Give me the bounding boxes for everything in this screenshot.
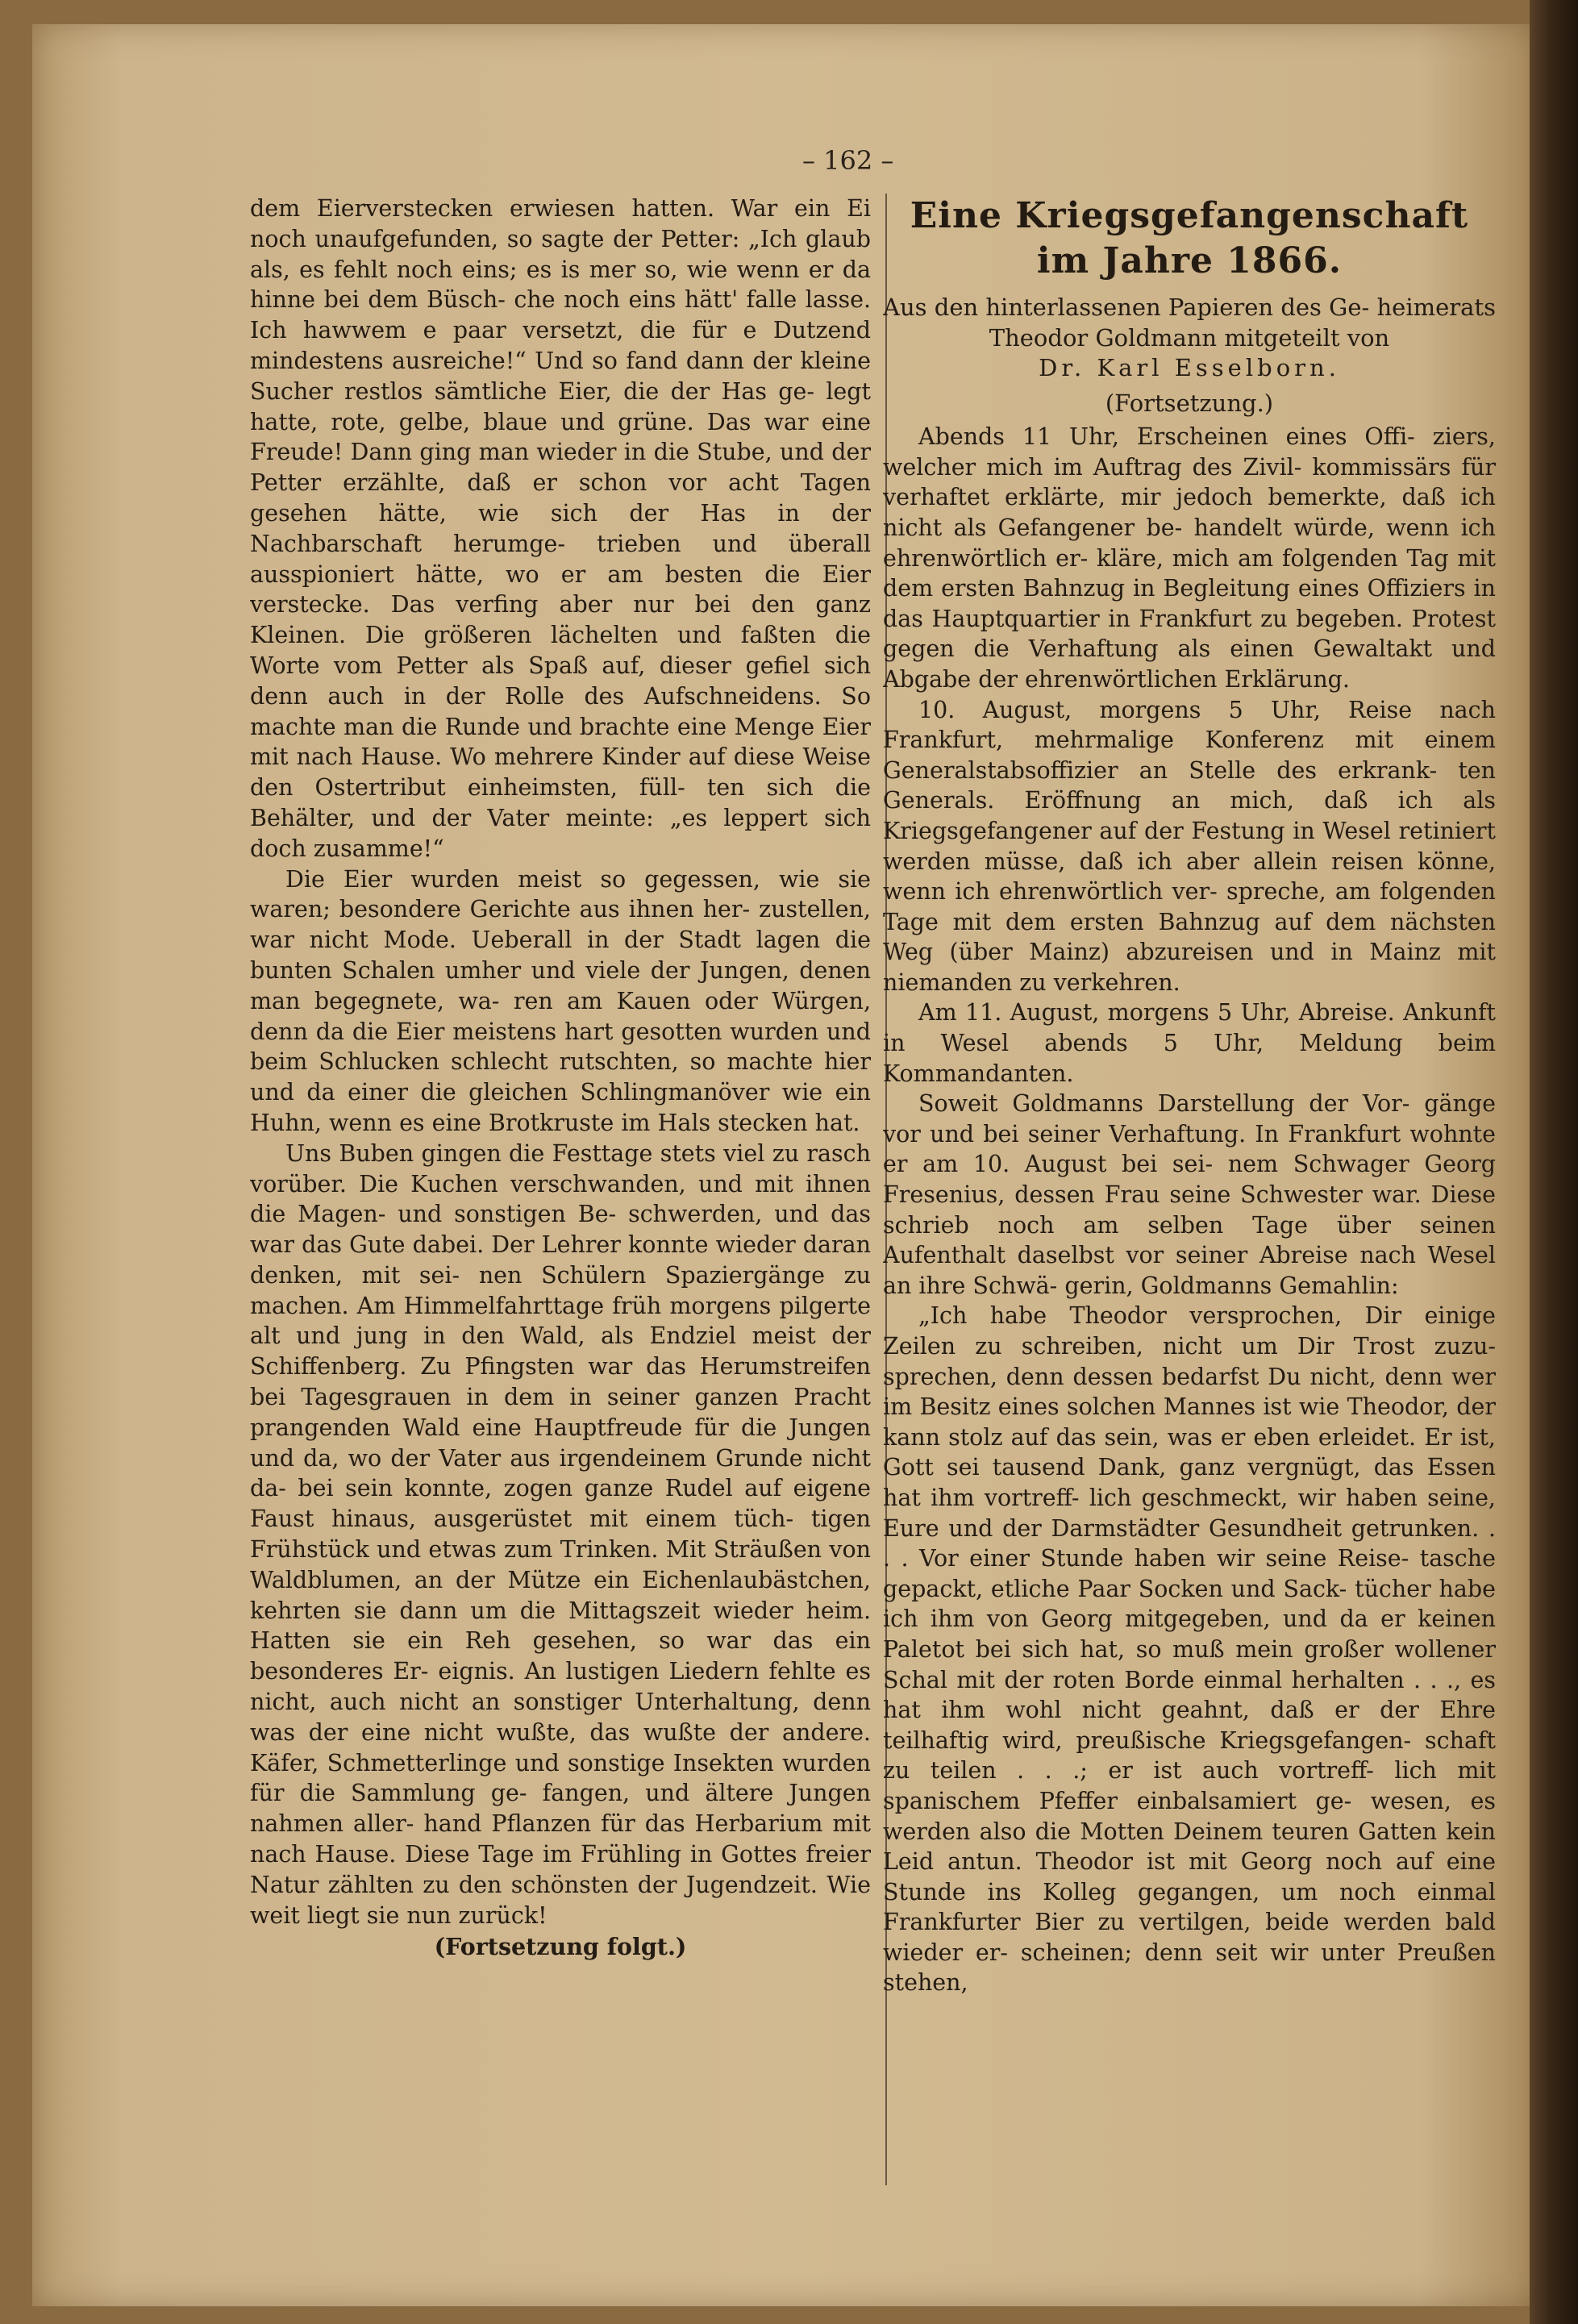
book-spine [1530, 0, 1578, 2324]
left-column [250, 194, 871, 2185]
left-paragraph-1: dem Eierverstecken erwiesen hatten. War ein Ei noch unaufgefunden, so sagte der Petter: „Ich glaub als, es fehlt noch eins; es is mer so, wie wenn er da hinne bei dem Büsch- che noch eins hätt' falle lasse. Ich hawwem e paar versetzt, die für e Dutzend mindestens ausreiche!“ Und so fand dann der kleine Sucher restlos sämtliche Eier, die der Has ge- legt hatte, rote, gelbe, blaue und grüne. Das war eine Freude! Dann ging man wieder in die Stube, und der Petter erzählte, daß er schon vor acht Tagen gesehen hätte, wie sich der Has in der Nachbarschaft herumge- trieben und überall ausspioniert hätte, wo er am besten die Eier verstecke. Das verfing aber nur bei den ganz Kleinen. Die größeren lächelten und faßten die Worte vom Petter als Spaß auf, dieser gefiel sich denn auch in der Rolle des Aufschneidens. So machte man die Runde und brachte eine Menge Eier mit nach Hause. Wo mehrere Kinder auf diese Weise den Ostertribut einheimsten, füll- ten sich die Behälter, und der Vater meinte: „es leppert sich doch zusamme!“ [250, 195, 871, 862]
right-paragraph-4: Soweit Goldmanns Darstellung der Vor- gänge vor und bei seiner Verhaftung. In Frankfurt wohnte er am 10. August bei sei- nem Schwager Georg Fresenius, dessen Frau seine Schwester war. Diese schrieb noch am selben Tage über seinen Aufenthalt daselbst vor seiner Abreise nach Wesel an ihre Schwä- gerin, Goldmanns Gemahlin: [883, 1090, 1496, 1299]
right-column [883, 194, 1496, 2185]
continued-label: (Fortsetzung.) [1105, 389, 1274, 417]
right-paragraph-1: Abends 11 Uhr, Erscheinen eines Offi- ziers, welcher mich im Auftrag des Zivil- kommissärs für verhaftet erklärte, mir jedoch bemerkte, daß ich nicht als Gefangener be- handelt würde, wenn ich ehrenwörtlich er- kläre, mich am folgenden Tag mit dem ersten Bahnzug in Begleitung eines Offiziers in das Hauptquartier in Frankfurt zu begeben. Protest gegen die Verhaftung als einen Gewaltakt und Abgabe der ehrenwörtlichen Erklärung. [883, 423, 1496, 693]
left-paragraph-2: Die Eier wurden meist so gegessen, wie sie waren; besondere Gerichte aus ihnen her- zustellen, war nicht Mode. Ueberall in der Stadt lagen die bunten Schalen umher und viele der Jungen, denen man begegnete, wa- ren am Kauen oder Würgen, denn da die Eier meistens hart gesotten wurden und beim Schlucken schlecht rutschten, so machte hier und da einer die gleichen Schlingmanöver wie ein Huhn, wenn es eine Brotkruste im Hals stecken hat. [250, 865, 871, 1136]
article-author: Dr. Karl Esselborn. [1039, 354, 1340, 381]
right-paragraph-2: 10. August, morgens 5 Uhr, Reise nach Frankfurt, mehrmalige Konferenz mit einem Generalstabsoffizier an Stelle des erkrank- ten Generals. Eröffnung an mich, daß ich als Kriegsgefangener auf der Festung in Wesel retiniert werden müsse, daß ich aber allein reisen könne, wenn ich ehrenwörtlich ver- spreche, am folgenden Tage mit dem ersten Bahnzug auf dem nächsten Weg (über Mainz) abzureisen und in Mainz mit niemanden zu verkehren. [883, 696, 1496, 996]
left-paragraph-3: Uns Buben gingen die Festtage stets viel zu rasch vorüber. Die Kuchen verschwanden, und mit ihnen die Magen- und sonstigen Be- schwerden, und das war das Gute dabei. Der Lehrer konnte wieder daran denken, mit sei- nen Schülern Spaziergänge zu machen. Am Himmelfahrttage früh morgens pilgerte alt und jung in den Wald, als Endziel meist der Schiffenberg. Zu Pfingsten war das Herumstreifen bei Tagesgrauen in dem in seiner ganzen Pracht prangenden Wald eine Hauptfreude für die Jungen und da, wo der Vater aus irgendeinem Grunde nicht da- bei sein konnte, zogen ganze Rudel auf eigene Faust hinaus, ausgerüstet mit einem tüch- tigen Frühstück und etwas zum Trinken. Mit Sträußen von Waldblumen, an der Mütze ein Eichenlaubästchen, kehrten sie dann um die Mittagszeit wieder heim. Hatten sie ein Reh gesehen, so war das ein besonderes Er- eignis. An lustigen Liedern fehlte es nicht, auch nicht an sonstiger Unterhaltung, denn was der eine nicht wußte, das wußte der andere. Käfer, Schmetterlinge und sonstige Insekten wurden für die Sammlung ge- fangen, und ältere Jungen nahmen aller- hand Pflanzen für das Herbarium mit nach Hause. Diese Tage im Frühling in Gottes freier Natur zählten zu den schönsten der Jugendzeit. Wie weit liegt sie nun zurück! [250, 1139, 871, 1929]
article-subtitle: Aus den hinterlassenen Papieren des Ge- heimerats Theodor Goldmann mitgeteilt von [883, 294, 1496, 352]
article-title-line-1: Eine Kriegsgefangenschaft [910, 195, 1469, 236]
right-paragraph-5: „Ich habe Theodor versprochen, Dir einige Zeilen zu schreiben, nicht um Dir Trost zuzu- sprechen, denn dessen bedarfst Du nicht, denn wer im Besitz eines solchen Mannes ist wie Theodor, der kann stolz auf das sein, was er eben erleidet. Er ist, Gott sei tausend Dank, ganz vergnügt, das Essen hat ihm vortreff- lich geschmeckt, wir haben seine, Eure und der Darmstädter Gesundheit getrunken. . . . Vor einer Stunde haben wir seine Reise- tasche gepackt, etliche Paar Socken und Sack- tücher habe ich ihm von Georg mitgegeben, und da er keinen Paletot bei sich hat, so muß mein großer wollener Schal mit der roten Borde einmal herhalten . . ., es hat ihm wohl nicht geahnt, daß er der Ehre teilhaftig wird, preußische Kriegsgefangen- schaft zu teilen . . .; er ist auch vortreff- lich mit spanischem Pfeffer einbalsamiert ge- wesen, es werden also die Motten Deinem teuren Gatten kein Leid antun. Theodor ist mit Georg noch auf eine Stunde ins Kolleg gegangen, um noch einmal Frankfurter Bier zu vertilgen, beide werden bald wieder er- scheinen; denn seit wir unter Preußen stehen, [883, 1302, 1496, 1997]
right-paragraph-3: Am 11. August, morgens 5 Uhr, Abreise. Ankunft in Wesel abends 5 Uhr, Meldung beim Kommandanten. [883, 999, 1496, 1087]
article-title-line-2: im Jahre 1866. [1036, 240, 1343, 281]
page-number: – 162 – [802, 145, 894, 176]
continuation-note: (Fortsetzung folgt.) [434, 1933, 687, 1961]
